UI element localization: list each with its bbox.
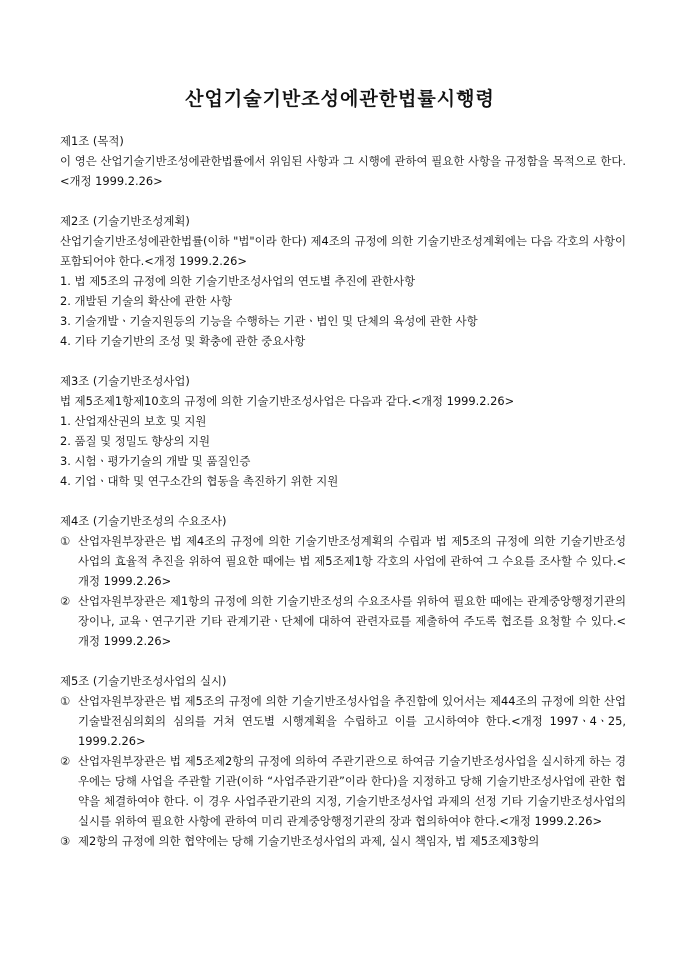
clause-text: 제2항의 규정에 의한 협약에는 당해 기술기반조성사업의 과제, 실시 책임자, 법 제5조제3항의 (78, 834, 540, 848)
article-1 (60, 131, 626, 191)
list-item: 4. 기타 기술기반의 조성 및 확충에 관한 중요사항 (60, 334, 306, 348)
document-title: 산업기술기반조성에관한법률시행령 (185, 88, 495, 110)
article-2 (60, 211, 626, 351)
article-heading: 제3조 (기술기반조성사업) (60, 374, 190, 388)
clause-text: 산업자원부장관은 제1항의 규정에 의한 기술기반조성의 수요조사를 위하여 필요한 때에는 관계중앙행정기관의 장이나, 교육ㆍ연구기관 기타 관계기관ㆍ단체에 대하여 관련자료를 제출하여 주도록 협조를 요청할 수 있다.<개정 1999.2.26> (78, 594, 626, 648)
article-heading: 제4조 (기술기반조성의 수요조사) (60, 514, 227, 528)
article-heading: 제5조 (기술기반조성사업의 실시) (60, 674, 227, 688)
clause-text: 산업자원부장관은 법 제5조제2항의 규정에 의하여 주관기관으로 하여금 기술기반조성사업을 실시하게 하는 경우에는 당해 사업을 주관할 기관(이하 “사업주관기관”이라 한다)을 지정하고 당해 기술기반조성사업에 관한 협약을 체결하여야 한다. 이 경우 사업주관기관의 지정, 기술기반조성사업 과제의 선정 기타 기술기반조성사업의 실시를 위하여 필요한 사항에 관하여 미리 관계중앙행정기관의 장과 협의하여야 한다.<개정 1999.2.26> (78, 754, 626, 828)
clause-text: 산업자원부장관은 법 제5조의 규정에 의한 기술기반조성사업을 추진함에 있어서는 제44조의 규정에 의한 산업기술발전심의회의 심의를 거쳐 연도별 시행계획을 수립하고 이를 고시하여야 한다.<개정 1997ㆍ4ㆍ25, 1999.2.26> (78, 694, 626, 748)
article-paragraph: 산업기술기반조성에관한법률(이하 "법"이라 한다) 제4조의 규정에 의한 기술기반조성계획에는 다음 각호의 사항이 포함되어야 한다.<개정 1999.2.26> (60, 234, 626, 268)
clause-number: ① (60, 534, 71, 548)
article-4 (60, 511, 626, 651)
clause-number: ② (60, 594, 71, 608)
numbered-clause (60, 831, 626, 851)
document-body (60, 131, 626, 871)
list-item: 2. 품질 및 정밀도 향상의 지원 (60, 434, 211, 448)
numbered-clause (60, 691, 626, 751)
article-paragraph: 이 영은 산업기술기반조성에관한법률에서 위임된 사항과 그 시행에 관하여 필요한 사항을 규정함을 목적으로 한다.<개정 1999.2.26> (60, 154, 626, 188)
list-item: 1. 산업재산권의 보호 및 지원 (60, 414, 207, 428)
clause-text: 산업자원부장관은 법 제4조의 규정에 의한 기술기반조성계획의 수립과 법 제5조의 규정에 의한 기술기반조성사업의 효율적 추진을 위하여 필요한 때에는 법 제5조제1항 각호의 사업에 관하여 그 수요를 조사할 수 있다.<개정 1999.2.26> (78, 534, 626, 588)
article-5 (60, 671, 626, 851)
article-heading: 제1조 (목적) (60, 134, 124, 148)
list-item: 1. 법 제5조의 규정에 의한 기술기반조성사업의 연도별 추진에 관한사항 (60, 274, 416, 288)
numbered-clause (60, 531, 626, 591)
list-item: 3. 시험ㆍ평가기술의 개발 및 품질인증 (60, 454, 251, 468)
article-paragraph: 법 제5조제1항제10호의 규정에 의한 기술기반조성사업은 다음과 같다.<개정 1999.2.26> (60, 394, 515, 408)
numbered-clause (60, 591, 626, 651)
article-3 (60, 371, 626, 491)
list-item: 3. 기술개발ㆍ기술지원등의 기능을 수행하는 기관ㆍ법인 및 단체의 육성에 관한 사항 (60, 314, 478, 328)
clause-number: ① (60, 694, 71, 708)
list-item: 2. 개발된 기술의 확산에 관한 사항 (60, 294, 233, 308)
clause-number: ③ (60, 834, 71, 848)
clause-number: ② (60, 754, 71, 768)
article-heading: 제2조 (기술기반조성계획) (60, 214, 190, 228)
list-item: 4. 기업ㆍ대학 및 연구소간의 협동을 촉진하기 위한 지원 (60, 474, 339, 488)
numbered-clause (60, 751, 626, 831)
